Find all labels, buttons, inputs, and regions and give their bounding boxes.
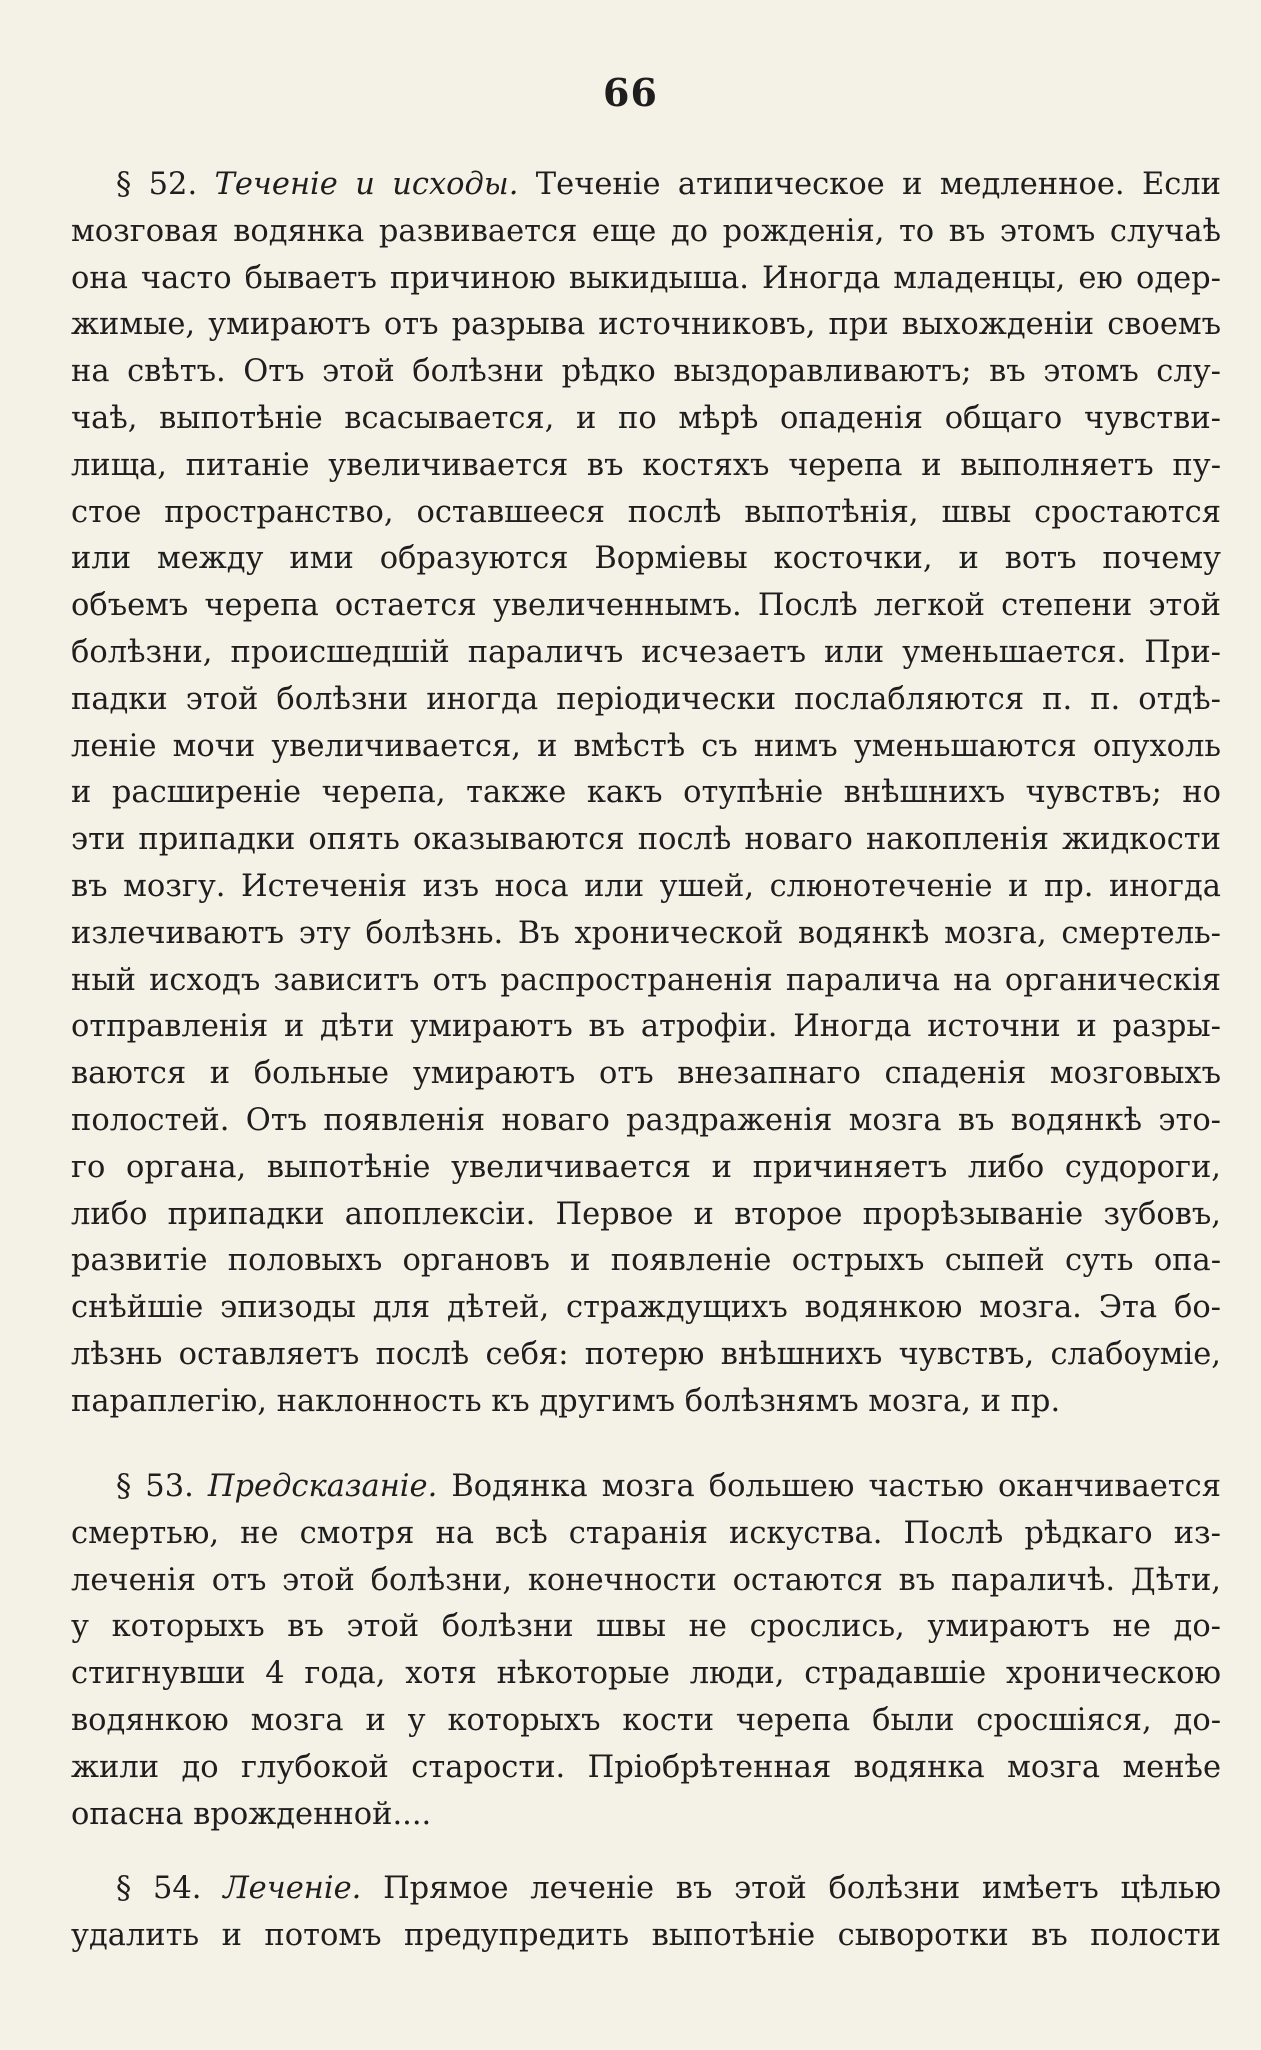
section-52 [71, 162, 1221, 1426]
body-line: ваются и больные умираютъ отъ внезапнаго спаденія мозговыхъ [71, 1056, 1221, 1092]
section-54 [71, 1866, 1221, 1960]
body-line: леніе мочи увеличивается, и вмѣстѣ съ нимъ уменьшаются опухоль [71, 728, 1221, 764]
body-line: мозговая водянка развивается еще до рожденія, то въ этомъ случаѣ [71, 213, 1221, 249]
section-first-line [71, 162, 1221, 209]
body-line: жили до глубокой старости. Пріобрѣтенная водянка мозга менѣе [71, 1749, 1221, 1785]
body-line: го органа, выпотѣніе увеличивается и причиняетъ либо судороги, [71, 1149, 1221, 1185]
body-line: параплегію, наклонность къ другимъ болѣзнямъ мозга, и пр. [71, 1383, 1061, 1419]
body-line: водянкою мозга и у которыхъ кости черепа были сросшіяся, до- [71, 1702, 1221, 1738]
body-line: леченія отъ этой болѣзни, конечности остаются въ параличѣ. Дѣти, [71, 1562, 1221, 1598]
body-line: либо припадки апоплексіи. Первое и второе прорѣзываніе зубовъ, [71, 1196, 1221, 1232]
body-line: снѣйшіе эпизоды для дѣтей, страждущихъ водянкою мозга. Эта бо- [71, 1290, 1221, 1326]
section-first-line [71, 1866, 1221, 1913]
body-text: Теченіе атипическое и медленное. Если [535, 167, 1221, 202]
body-line: ный исходъ зависитъ отъ распространенія паралича на органическія [71, 962, 1221, 998]
body-line: стигнувши 4 года, хотя нѣкоторые люди, страдавшіе хроническою [71, 1656, 1221, 1692]
body-text: Водянка мозга большею частью оканчивается [451, 1469, 1221, 1504]
body-line: полостей. Отъ появленія новаго раздраженія мозга въ водянкѣ это- [71, 1102, 1221, 1138]
section-53 [71, 1464, 1221, 1838]
body-line: удалить и потомъ предупредить выпотѣніе сыворотки въ полости [71, 1917, 1221, 1953]
section-number: § 53. [116, 1469, 194, 1504]
body-line: болѣзни, происшедшій параличъ исчезаетъ или уменьшается. При- [71, 634, 1221, 670]
body-line: излечиваютъ эту болѣзнь. Въ хронической водянкѣ мозга, смертель- [71, 915, 1221, 951]
body-line: и расширеніе черепа, также какъ отупѣніе внѣшнихъ чувствъ; но [71, 775, 1221, 811]
body-line: эти припадки опять оказываются послѣ новаго накопленія жидкости [71, 822, 1221, 858]
section-heading: Предсказаніе. [207, 1469, 438, 1504]
section-first-line [71, 1464, 1221, 1511]
body-line: лѣзнь оставляетъ послѣ себя: потерю внѣшнихъ чувствъ, слабоуміе, [71, 1336, 1221, 1372]
body-line: смертью, не смотря на всѣ старанія искуства. Послѣ рѣдкаго из- [71, 1515, 1221, 1551]
body-line: или между ими образуются Ворміевы косточки, и вотъ почему [71, 541, 1221, 577]
body-line: стое пространство, оставшееся послѣ выпотѣнія, швы сростаются [71, 494, 1221, 530]
body-line: жимые, умираютъ отъ разрыва источниковъ, при выхожденіи своемъ [71, 307, 1221, 343]
body-line: лища, питаніе увеличивается въ костяхъ черепа и выполняетъ пу- [71, 447, 1221, 483]
page-number: 66 [603, 70, 658, 115]
body-line: въ мозгу. Истеченія изъ носа или ушей, слюнотеченіе и пр. иногда [71, 868, 1221, 904]
section-heading: Леченіе. [223, 1871, 362, 1906]
section-number: § 52. [116, 167, 198, 202]
body-line: опасна врожденной.... [71, 1796, 432, 1832]
body-line: она часто бываетъ причиною выкидыша. Иногда младенцы, ею одер- [71, 260, 1221, 296]
body-line: развитіе половыхъ органовъ и появленіе острыхъ сыпей суть опа- [71, 1243, 1221, 1279]
body-line: падки этой болѣзни иногда періодически послабляются п. п. отдѣ- [71, 681, 1221, 717]
body-line: на свѣтъ. Отъ этой болѣзни рѣдко выздоравливаютъ; въ этомъ слу- [71, 354, 1221, 390]
body-line: чаѣ, выпотѣніе всасывается, и по мѣрѣ опаденія общаго чувстви- [71, 400, 1221, 436]
body-line: отправленія и дѣти умираютъ въ атрофіи. Иногда источни и разры- [71, 1009, 1221, 1045]
body-line: объемъ черепа остается увеличеннымъ. Послѣ легкой степени этой [71, 588, 1221, 624]
section-number: § 54. [116, 1871, 202, 1906]
body-text: Прямое леченіе въ этой болѣзни имѣетъ цѣлью [383, 1871, 1221, 1906]
section-heading: Теченіе и исходы. [214, 167, 519, 202]
body-line: у которыхъ въ этой болѣзни швы не срослись, умираютъ не до- [71, 1609, 1221, 1645]
